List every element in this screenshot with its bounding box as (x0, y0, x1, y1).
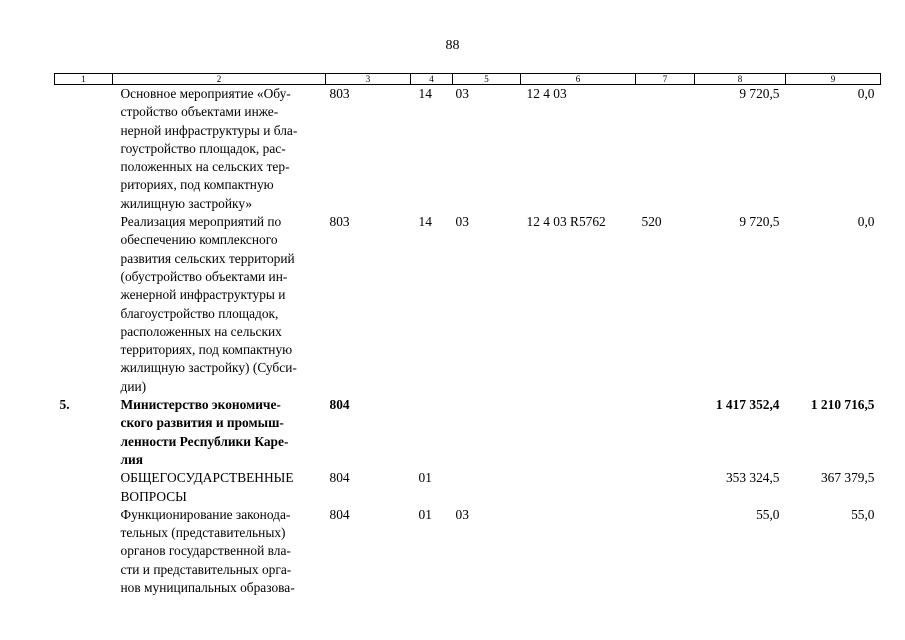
row-name-line: гоустройство площадок, рас- (120, 140, 286, 156)
row-name (113, 469, 326, 506)
row-name-line: женерной инфраструктуры и (120, 287, 286, 303)
row-ministry-code: 804 (329, 470, 350, 486)
header-row (55, 74, 881, 85)
row-target-article (521, 396, 636, 469)
table-row (55, 213, 881, 396)
row-name (113, 396, 326, 469)
row-name-line: благоустройство площадок, (120, 305, 279, 321)
row-name-line: ВОПРОСЫ (120, 488, 187, 504)
header-col-9: 9 (786, 74, 881, 85)
row-ministry-code: 803 (329, 214, 350, 230)
row-sum-1: 55,0 (756, 506, 780, 522)
row-name (113, 506, 326, 597)
row-number (55, 85, 113, 214)
row-section: 01 (418, 470, 432, 486)
header-col-2: 2 (113, 74, 326, 85)
row-target-article (521, 506, 636, 597)
header-col-7: 7 (636, 74, 695, 85)
row-ministry-code: 803 (329, 86, 350, 101)
row-name-line: положенных на сельских тер- (120, 159, 290, 175)
header-col-3: 3 (326, 74, 411, 85)
row-name-line: тельных (представительных) (120, 525, 286, 541)
row-sum-1: 9 720,5 (739, 214, 780, 230)
row-section (411, 396, 453, 469)
row-name-line: обеспечению комплексного (120, 232, 278, 248)
header-col-1: 1 (55, 74, 113, 85)
table-header (55, 74, 881, 85)
row-target-article: 12 4 03 (526, 86, 567, 101)
table-body (55, 85, 881, 598)
row-subsection (453, 396, 521, 469)
row-sum-1: 353 324,5 (725, 470, 780, 486)
row-name (113, 85, 326, 214)
row-number (55, 469, 113, 506)
row-name-line: Реализация мероприятий по (120, 214, 282, 230)
row-number: 5. (59, 397, 70, 413)
row-sum-2: 1 210 716,5 (810, 397, 875, 413)
row-name-line: ленности Республики Каре- (120, 433, 289, 449)
row-name-line: территориях, под компактную (120, 342, 293, 358)
row-name-line: дии) (120, 378, 147, 394)
row-ministry-code: 804 (329, 397, 350, 413)
row-name-line: ОБЩЕГОСУДАРСТВЕННЫЕ (120, 470, 294, 486)
row-section: 14 (418, 214, 432, 230)
row-name-line: нерной инфраструктуры и бла- (120, 122, 298, 138)
row-expense-type (636, 506, 695, 597)
row-expense-type (636, 85, 695, 214)
row-ministry-code: 804 (329, 506, 350, 522)
row-subsection: 03 (455, 86, 469, 101)
row-subsection: 03 (455, 506, 469, 522)
row-number (55, 213, 113, 396)
row-name-line: риториях, под компактную (120, 177, 274, 193)
row-number (55, 506, 113, 597)
row-name-line: Основное мероприятие «Обу- (120, 86, 291, 101)
header-col-5: 5 (453, 74, 521, 85)
row-name-line: жилищную застройку) (Субси- (120, 360, 297, 376)
row-target-article: 12 4 03 R5762 (526, 214, 606, 230)
row-name-line: стройство объектами инже- (120, 104, 279, 120)
row-name-line: жилищную застройку» (120, 195, 253, 211)
row-subsection (453, 469, 521, 506)
row-name (113, 213, 326, 396)
header-col-6: 6 (521, 74, 636, 85)
header-col-8: 8 (695, 74, 786, 85)
row-sum-2: 55,0 (851, 506, 875, 522)
row-sum-2: 367 379,5 (820, 470, 875, 486)
row-subsection: 03 (455, 214, 469, 230)
row-sum-1: 1 417 352,4 (715, 397, 780, 413)
row-expense-type: 520 (641, 214, 662, 230)
row-name-line: расположенных на сельских (120, 323, 282, 339)
row-target-article (521, 469, 636, 506)
table-row (55, 85, 881, 214)
row-name-line: Министерство экономиче- (120, 397, 281, 413)
budget-table (54, 73, 881, 597)
row-name-line: сти и представительных орга- (120, 561, 292, 577)
row-name-line: нов муниципальных образова- (120, 580, 295, 596)
row-expense-type (636, 469, 695, 506)
row-section: 14 (418, 86, 432, 101)
row-name-line: Функционирование законода- (120, 506, 291, 522)
row-sum-2: 0,0 (857, 86, 875, 101)
page-number: 88 (445, 38, 460, 53)
table-row (55, 506, 881, 597)
table-row (55, 396, 881, 469)
header-col-4: 4 (411, 74, 453, 85)
row-name-line: ского развития и промыш- (120, 415, 284, 431)
row-sum-2: 0,0 (857, 214, 875, 230)
row-expense-type (636, 396, 695, 469)
row-sum-1: 9 720,5 (739, 86, 780, 101)
table-row (55, 469, 881, 506)
row-section: 01 (418, 506, 432, 522)
row-name-line: развития сельских территорий (120, 250, 295, 266)
row-name-line: лия (120, 451, 143, 467)
row-name-line: (обустройство объектами ин- (120, 268, 288, 284)
row-name-line: органов государственной вла- (120, 543, 291, 559)
